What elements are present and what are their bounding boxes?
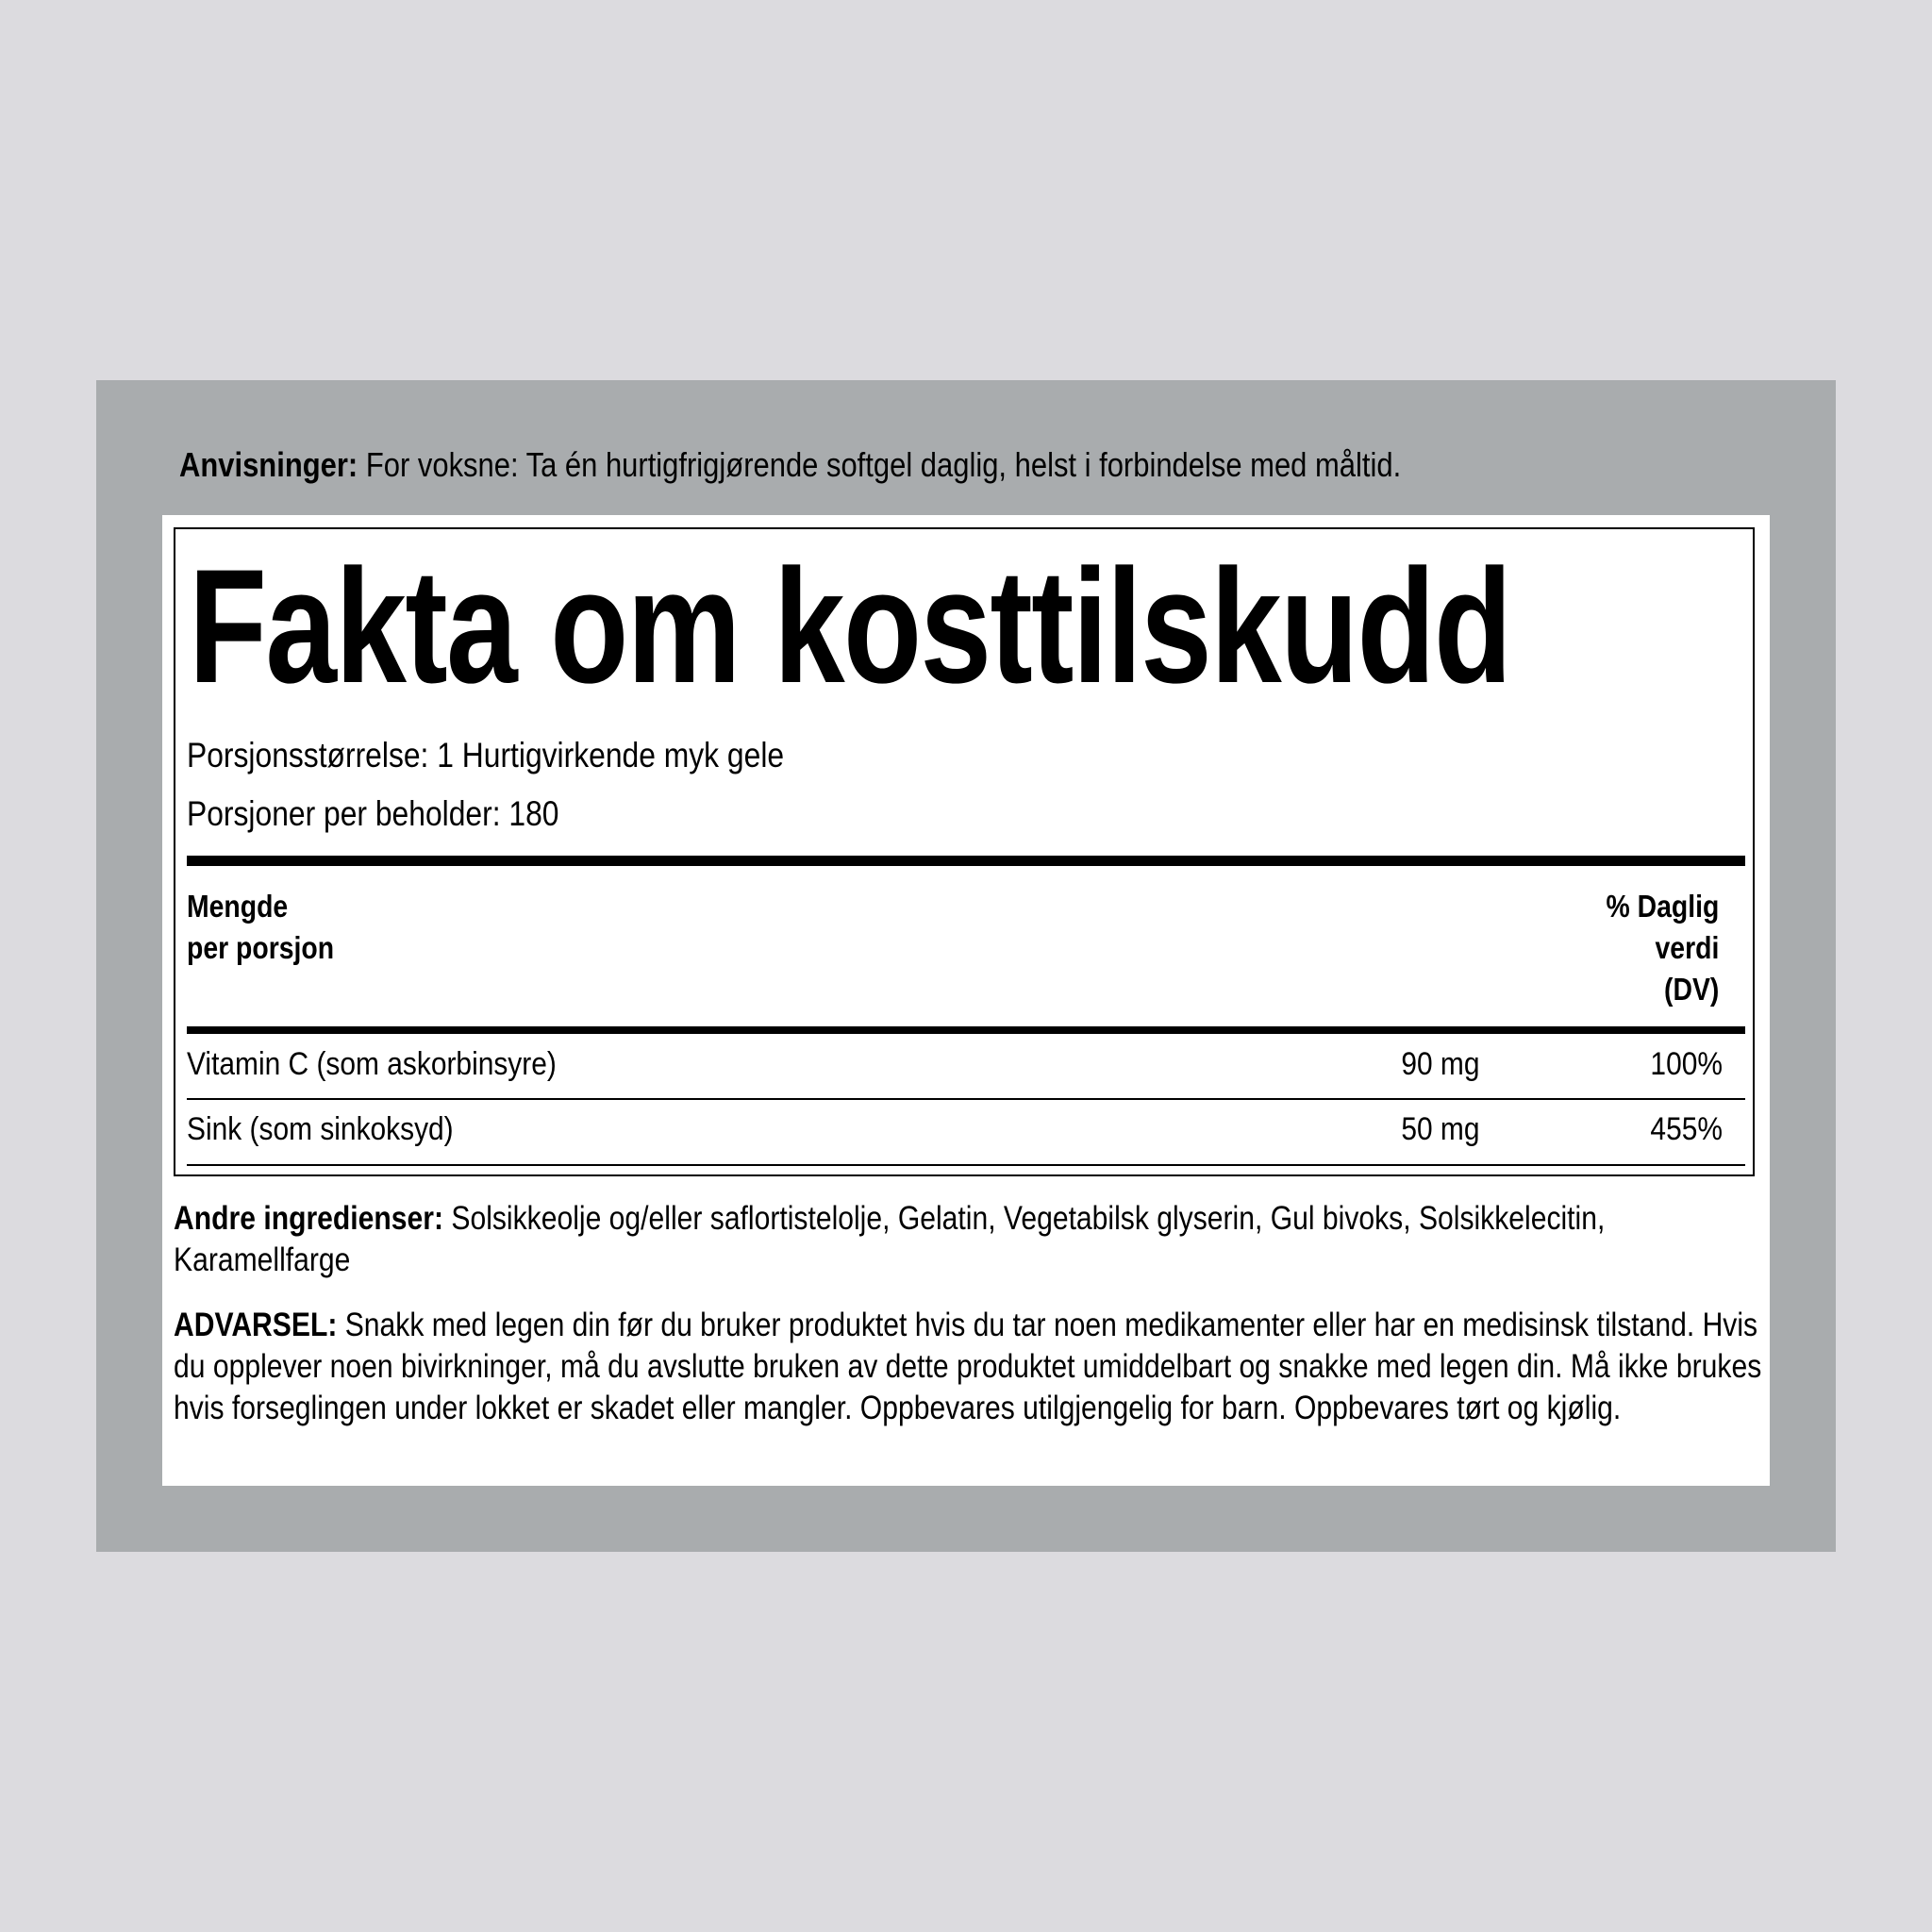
warning: [174, 1305, 1780, 1429]
nutrient-amount: 50 mg: [1400, 1111, 1479, 1147]
supplement-facts-box: [174, 527, 1755, 1176]
facts-title: Fakta om kosttilskudd: [189, 536, 1511, 717]
daily-value-header: [1606, 886, 1719, 1010]
serving-size: Porsjonsstørrelse: 1 Hurtigvirkende myk gele: [187, 736, 785, 774]
nutrient-name: Sink (som sinkoksyd): [187, 1111, 454, 1147]
nutrient-row: [187, 1043, 1745, 1085]
dv-header-line2: verdi: [1655, 930, 1719, 965]
row-divider: [187, 1098, 1745, 1100]
servings-per-container: Porsjoner per beholder: 180: [187, 794, 559, 833]
nutrient-daily-value: 455%: [1650, 1111, 1723, 1147]
directions-text: [179, 443, 1558, 487]
dv-header-line1: % Daglig: [1606, 889, 1719, 924]
amount-header-line1: Mengde: [187, 889, 289, 924]
other-ingredients: [174, 1198, 1780, 1281]
nutrient-name: Vitamin C (som askorbinsyre): [187, 1046, 557, 1082]
warning-text: Snakk med legen din før du bruker produktet hvis du tar noen medikamenter eller har en medisinsk tilstand. Hvis du opplever noen bivirkninger, må du avslutte bruken av dette produktet umiddelbart og snakke med legen din. Må ikke brukes hvis forseglingen under lokket er skadet eller mangler. Oppbevares utilgjengelig for barn. Oppbevares tørt og kjølig.: [174, 1307, 1762, 1426]
warning-label: ADVARSEL:: [174, 1307, 338, 1343]
other-ingredients-text: Solsikkeolje og/eller saflortistelolje, Gelatin, Vegetabilsk glyserin, Gul bivoks, Solsikkelecitin, Karamellfarge: [174, 1200, 1606, 1278]
row-divider-bottom: [187, 1164, 1745, 1166]
thick-divider-top: [187, 856, 1745, 866]
directions-label: Anvisninger:: [179, 445, 358, 484]
other-ingredients-label: Andre ingredienser:: [174, 1200, 444, 1237]
amount-header-line2: per porsjon: [187, 930, 335, 965]
nutrient-amount: 90 mg: [1400, 1046, 1479, 1082]
thick-divider-header: [187, 1026, 1745, 1034]
nutrient-daily-value: 100%: [1650, 1046, 1723, 1082]
directions-body: For voksne: Ta én hurtigfrigjørende softgel daglig, helst i forbindelse med måltid.: [358, 445, 1402, 484]
amount-per-serving-header: [187, 886, 334, 969]
dv-header-line3: (DV): [1663, 972, 1719, 1007]
nutrient-row: [187, 1108, 1745, 1150]
